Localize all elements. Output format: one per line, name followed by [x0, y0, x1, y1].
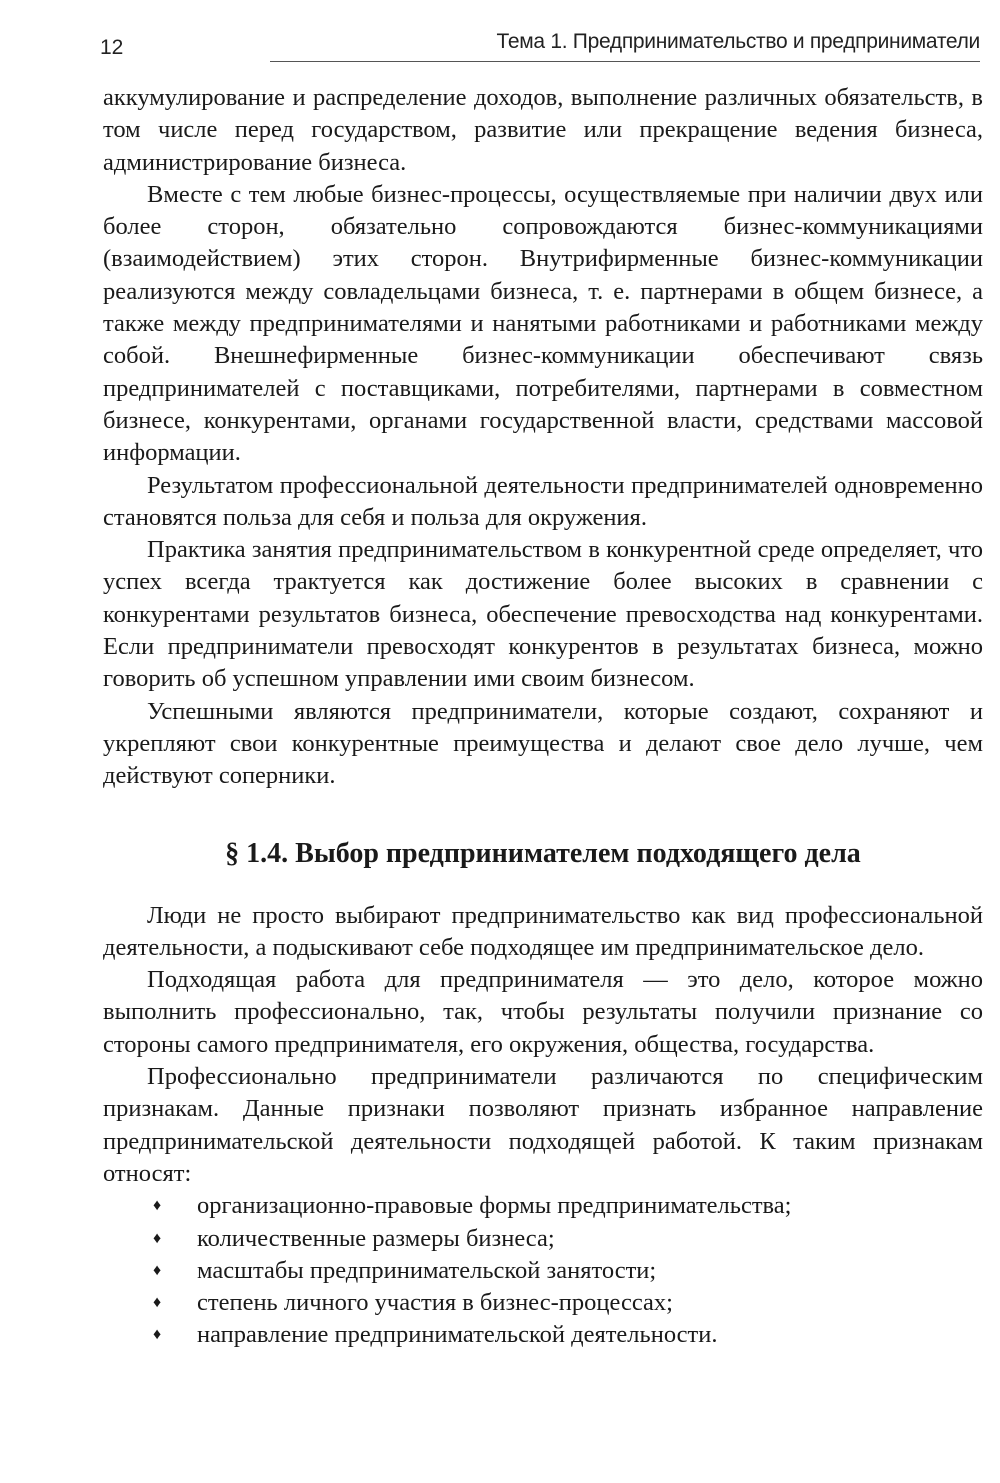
body-text: [103, 82, 983, 1352]
list-item: [153, 1255, 983, 1287]
list-item-text: степень личного участия в бизнес-процессах;: [197, 1289, 673, 1317]
paragraph-suitable-work: Подходящая работа для предпринимателя — это дело, которое можно выполнить профессионально, так, чтобы результаты получили признание со стороны самого предпринимателя, его окружения, общества, государства.: [103, 966, 983, 1058]
page-header: [100, 28, 980, 64]
paragraph-choice: Люди не просто выбирают предпринимательство как вид профессиональной деятельности, а подыскивают себе подходящее им предпринимательское дело.: [103, 901, 983, 961]
list-item: [153, 1190, 983, 1222]
diamond-bullet-icon: ♦: [153, 1326, 162, 1344]
paragraph-continuation: аккумулирование и распределение доходов, выполнение различных обязательств, в том числе перед государством, развитие или прекращение ведения бизнеса, администрирование бизнеса.: [103, 84, 983, 176]
criteria-list: [103, 1190, 983, 1351]
paragraph-competition: Практика занятия предпринимательством в конкурентной среде определяет, что успех всегда трактуется как достижение более высоких в сравнении с конкурентами результатов бизнеса, обеспечение превосходства над конкурентами. Если предприниматели превосходят конкурентов в результатах бизнеса, можно говорить об успешном управлении ими своим бизнесом.: [103, 536, 983, 693]
list-item: [153, 1319, 983, 1351]
list-item: [153, 1287, 983, 1319]
list-item-text: организационно-правовые формы предпринимательства;: [197, 1192, 792, 1220]
header-rule: [270, 61, 980, 62]
page-number: 12: [100, 36, 124, 59]
paragraph-business-communications: Вместе с тем любые бизнес-процессы, осуществляемые при наличии двух или более сторон, обязательно сопровождаются бизнес-коммуникациями (взаимодействием) этих сторон. Внутрифирменные бизнес-коммуникации реализуются между совладельцами бизнеса, т. е. партнерами в общем бизнесе, а также между предпринимателями и нанятыми работниками и работниками между собой. Внешнефирменные бизнес-коммуникации обеспечивают связь предпринимателей с поставщиками, потребителями, партнерами в совместном бизнесе, конкурентами, органами государственной власти, средствами массовой информации.: [103, 180, 983, 467]
diamond-bullet-icon: ♦: [153, 1229, 162, 1247]
section-heading: § 1.4. Выбор предпринимателем подходящего дела: [225, 837, 861, 869]
diamond-bullet-icon: ♦: [153, 1294, 162, 1312]
paragraph-success: Успешными являются предприниматели, которые создают, сохраняют и укрепляют свои конкурентные преимущества и делают свое дело лучше, чем действуют соперники.: [103, 697, 983, 790]
diamond-bullet-icon: ♦: [153, 1197, 162, 1215]
diamond-bullet-icon: ♦: [153, 1261, 162, 1279]
list-item-text: количественные размеры бизнеса;: [197, 1224, 555, 1252]
list-item: [153, 1223, 983, 1255]
list-item-text: направление предпринимательской деятельности.: [197, 1321, 718, 1349]
running-title: Тема 1. Предпринимательство и предприниматели: [496, 30, 980, 53]
list-item-text: масштабы предпринимательской занятости;: [197, 1256, 657, 1284]
paragraph-criteria: Профессионально предприниматели различаются по специфическим признакам. Данные признаки позволяют признать избранное направление предпринимательской деятельности подходящей работой. К таким признакам относят:: [103, 1063, 983, 1187]
paragraph-result: Результатом профессиональной деятельности предпринимателей одновременно становятся польза для себя и польза для окружения.: [103, 471, 983, 531]
